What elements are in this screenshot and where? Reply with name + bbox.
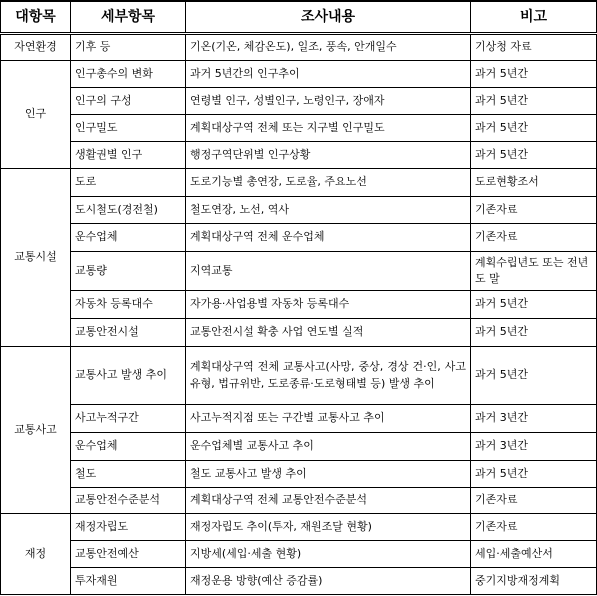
content-cell: 연령별 인구, 성별인구, 노령인구, 장애자: [186, 87, 471, 114]
content-cell: 운수업체별 교통사고 추이: [186, 432, 471, 460]
table-row: [1, 540, 597, 567]
header-row: [1, 1, 597, 33]
note-cell: 기존자료: [471, 196, 597, 223]
content-cell: 계획대상구역 전체 또는 지구별 인구밀도: [186, 114, 471, 141]
note-cell: 계획수립년도 또는 전년도 말: [471, 251, 597, 290]
item-cell: 기후 등: [71, 33, 186, 60]
note-cell: 중기지방재정계획: [471, 567, 597, 594]
category-cell: 교통사고: [1, 346, 71, 513]
content-cell: 자가용·사업용별 자동차 등록대수: [186, 290, 471, 318]
item-cell: 교통량: [71, 251, 186, 290]
item-cell: 도시철도(경전철): [71, 196, 186, 223]
table-row: [1, 318, 597, 346]
note-cell: 과거 5년간: [471, 346, 597, 404]
item-cell: 생활권별 인구: [71, 141, 186, 168]
content-cell: 사고누적지점 또는 구간별 교통사고 추이: [186, 404, 471, 432]
note-cell: 기존자료: [471, 223, 597, 251]
item-cell: 재정자립도: [71, 513, 186, 540]
note-cell: 과거 3년간: [471, 404, 597, 432]
note-cell: 과거 5년간: [471, 114, 597, 141]
note-cell: 과거 5년간: [471, 60, 597, 87]
table-row: [1, 404, 597, 432]
table-row: [1, 33, 597, 60]
content-cell: 지역교통: [186, 251, 471, 290]
item-cell: 도로: [71, 168, 186, 196]
table-row: [1, 460, 597, 487]
content-cell: 재정자립도 추이(투자, 재원조달 현황): [186, 513, 471, 540]
item-cell: 교통안전시설: [71, 318, 186, 346]
note-cell: 과거 5년간: [471, 318, 597, 346]
content-cell: 교통안전시설 확충 사업 연도별 실적: [186, 318, 471, 346]
content-cell: 철도연장, 노선, 역사: [186, 196, 471, 223]
note-cell: 과거 5년간: [471, 290, 597, 318]
category-cell: 인구: [1, 60, 71, 168]
content-cell: 계획대상구역 전체 교통사고(사망, 중상, 경상 건·인, 사고유형, 법규위반, 도로종류·도로형태별 등) 발생 추이: [186, 346, 471, 404]
item-cell: 투자재원: [71, 567, 186, 594]
table-row: [1, 567, 597, 594]
content-cell: 행정구역단위별 인구상황: [186, 141, 471, 168]
item-cell: 인구총수의 변화: [71, 60, 186, 87]
note-cell: 도로현황조서: [471, 168, 597, 196]
header-note: 비고: [471, 1, 597, 33]
item-cell: 운수업체: [71, 432, 186, 460]
note-cell: 기존자료: [471, 487, 597, 513]
header-category: 대항목: [1, 1, 71, 33]
item-cell: 교통안전수준분석: [71, 487, 186, 513]
note-cell: 기상청 자료: [471, 33, 597, 60]
item-cell: 자동차 등록대수: [71, 290, 186, 318]
table-row: [1, 114, 597, 141]
table-row: [1, 168, 597, 196]
item-cell: 철도: [71, 460, 186, 487]
table-row: [1, 251, 597, 290]
content-cell: 재정운용 방향(예산 증감률): [186, 567, 471, 594]
item-cell: 교통안전예산: [71, 540, 186, 567]
content-cell: 도로기능별 총연장, 도로율, 주요노선: [186, 168, 471, 196]
table-row: [1, 513, 597, 540]
content-cell: 철도 교통사고 발생 추이: [186, 460, 471, 487]
header-content: 조사내용: [186, 1, 471, 33]
table-row: [1, 290, 597, 318]
content-cell: 과거 5년간의 인구추이: [186, 60, 471, 87]
category-cell: 교통시설: [1, 168, 71, 346]
content-cell: 계획대상구역 전체 교통안전수준분석: [186, 487, 471, 513]
table-row: [1, 60, 597, 87]
note-cell: 과거 5년간: [471, 87, 597, 114]
table-row: [1, 432, 597, 460]
table-row: [1, 223, 597, 251]
table-body: [1, 33, 597, 594]
table-row: [1, 141, 597, 168]
table-header: [1, 1, 597, 33]
table-row: [1, 346, 597, 404]
content-cell: 계획대상구역 전체 운수업체: [186, 223, 471, 251]
category-cell: 자연환경: [1, 33, 71, 60]
content-cell: 지방세(세입·세출 현황): [186, 540, 471, 567]
item-cell: 인구밀도: [71, 114, 186, 141]
item-cell: 교통사고 발생 추이: [71, 346, 186, 404]
item-cell: 사고누적구간: [71, 404, 186, 432]
note-cell: 과거 5년간: [471, 460, 597, 487]
table-row: [1, 487, 597, 513]
note-cell: 과거 3년간: [471, 432, 597, 460]
category-cell: 재정: [1, 513, 71, 594]
table-row: [1, 196, 597, 223]
item-cell: 운수업체: [71, 223, 186, 251]
table-row: [1, 87, 597, 114]
note-cell: 세입·세출예산서: [471, 540, 597, 567]
content-cell: 기온(기온, 체감온도), 일조, 풍속, 안개일수: [186, 33, 471, 60]
item-cell: 인구의 구성: [71, 87, 186, 114]
note-cell: 기존자료: [471, 513, 597, 540]
note-cell: 과거 5년간: [471, 141, 597, 168]
header-item: 세부항목: [71, 1, 186, 33]
